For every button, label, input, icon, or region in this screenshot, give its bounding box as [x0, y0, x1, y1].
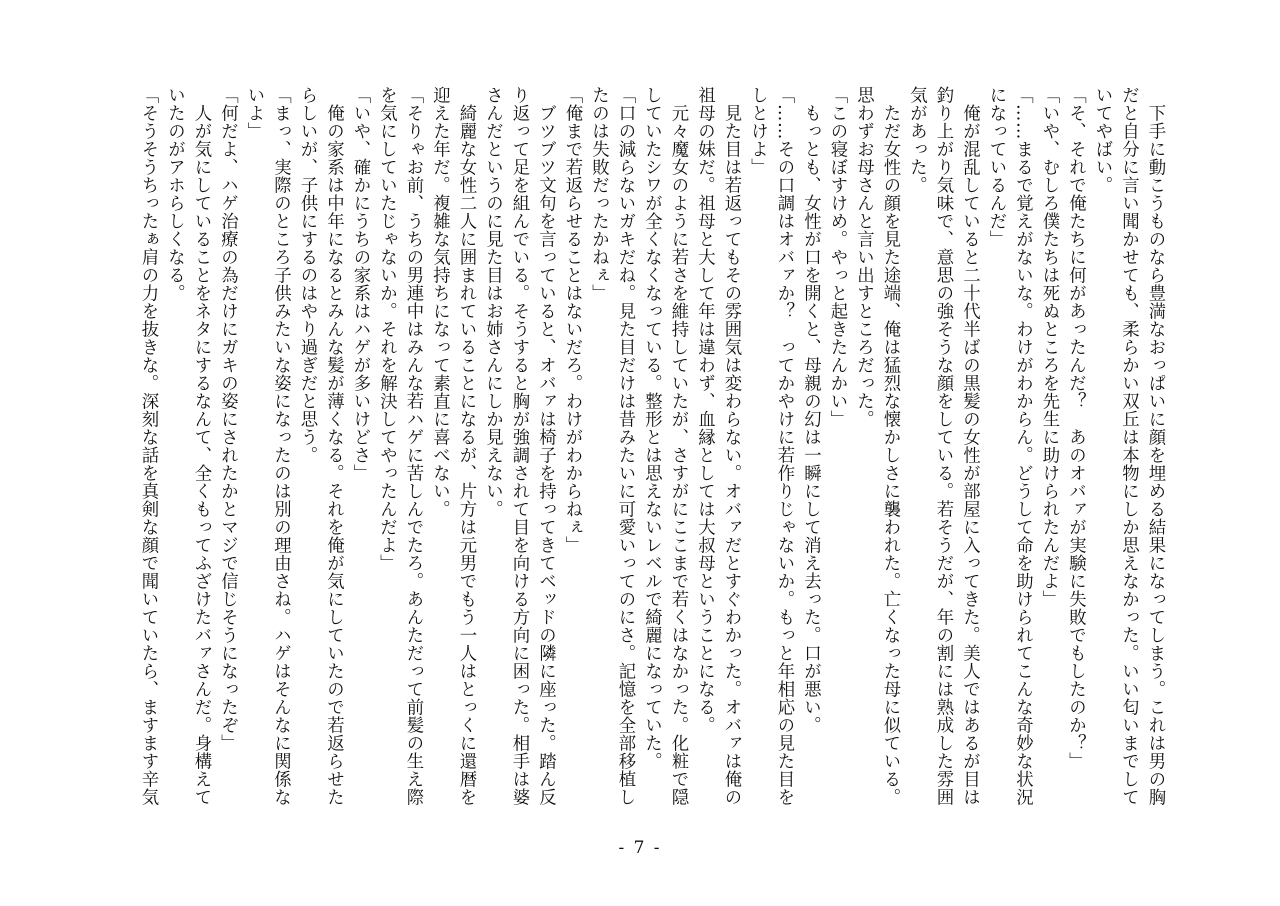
- text-column: 「まっ、実際のところ子供みたいな姿になったのは別の理由さね。ハゲはそんなに関係な: [270, 86, 291, 806]
- vertical-text-block: [110, 86, 1170, 811]
- text-column: さんだというのに見た目はお姉さんにしか見えない。: [482, 86, 503, 518]
- text-column: ただ女性の顔を見た途端、俺は猛烈な懐かしさに襲われた。亡くなった母に似ている。: [880, 86, 900, 806]
- text-column: だと自分に言い聞かせても、柔らかい双丘は本物にしか思えなかった。いい匂いまでして: [1118, 86, 1139, 806]
- text-column: 人が気にしていることをネタにするなんて、全くもってふざけたバァさんだ。身構えて: [191, 86, 211, 806]
- text-column: り返って足を組んでいる。そうすると胸が強調されて目を向ける方向に困った。相手は婆: [509, 86, 529, 806]
- text-column: していたシワが全くなくなっている。整形とは思えないレベルで綺麗になっていた。: [641, 86, 662, 770]
- text-column: いよ」: [244, 86, 264, 140]
- text-column: 「そりゃお前、うちの男連中はみんな若ハゲに苦しんでたろ。あんただって前髪の生え際: [403, 86, 423, 806]
- text-column: しとけよ」: [747, 86, 768, 176]
- text-column: になっているんだ」: [986, 86, 1006, 248]
- text-column: 下手に動こうものなら豊満なおっぱいに顔を埋める結果になってしまう。これは男の胸: [1145, 86, 1165, 806]
- text-column: らしいが、子供にするのはやり過ぎだと思う。: [297, 86, 317, 464]
- text-column: 「いや、確かにうちの家系はハゲが多いけどさ」: [350, 86, 370, 482]
- text-column: 「……まるで覚えがないな。わけがわからん。どうして命を助けられてこんな奇妙な状況: [1012, 86, 1033, 806]
- text-column: 「何だよ、ハゲ治療の為だけにガキの姿にされたかとマジで信じそうになったぞ」: [217, 86, 238, 752]
- text-column: 「俺まで若返らせることはないだろ。わけがわからねぇ」: [562, 86, 582, 554]
- text-column: を気にしていたじゃないか。それを解決してやったんだよ」: [376, 86, 397, 572]
- text-column: 見た目は若返ってもその雰囲気は変わらない。オバァだとすぐわかった。オバァは俺の: [721, 86, 741, 806]
- text-column: 気があった。: [906, 86, 927, 194]
- text-column: 迎えた年だ。複雑な気持ちになって素直に喜べない。: [429, 86, 450, 518]
- text-column: 「そ、それで俺たちに何があったんだ？ あのオバァが実験に失敗でもしたのか？」: [1065, 86, 1086, 770]
- text-column: 「……その口調はオバァか？ ってかやけに若作りじゃないか。もっと年相応の見た目を: [774, 86, 794, 806]
- text-column: 元々魔女のように若さを維持していたが、さすがにここまで若くはなかった。化粧で隠: [668, 86, 688, 806]
- text-column: 「口の減らないガキだね。見た目だけは昔みたいに可愛いってのにさ。記憶を全部移植し: [615, 86, 635, 806]
- text-column: もっとも、女性が口を開くと、母親の幻は一瞬にして消え去った。口が悪い。: [800, 86, 821, 734]
- text-column: ブツブツ文句を言っていると、オバァは椅子を持ってきてベッドの隣に座った。踏ん反: [535, 86, 556, 806]
- text-column: 「そうそうちったぁ肩の力を抜きな。深刻な話を真剣な顔で聞いていたら、ますます辛気: [138, 86, 158, 806]
- text-column: たのは失敗だったかねぇ」: [588, 86, 609, 302]
- text-column: 綺麗な女性二人に囲まれていることになるが、片方は元男でもう一人はとっくに還暦を: [456, 86, 476, 806]
- text-column: 思わずお母さんと言い出すところだった。: [853, 86, 874, 428]
- text-column: 釣り上がり気味で、意思の強そうな顔をしている。若そうだが、年の割には熟成した雰囲: [933, 86, 953, 806]
- text-column: いたのがアホらしくなる。: [164, 86, 185, 302]
- text-column: 俺の家系は中年になるとみんな髪が薄くなる。それを俺が気にしていたので若返らせた: [323, 86, 344, 806]
- text-column: 「この寝ぼすけめ。やっと起きたんかい」: [827, 86, 847, 428]
- text-column: 俺が混乱していると二十代半ばの黒髪の女性が部屋に入ってきた。美人ではあるが目は: [959, 86, 980, 806]
- page-number: - 7 -: [618, 838, 662, 858]
- text-column: 「いや、むしろ僕たちは死ぬところを先生に助けられたんだよ」: [1039, 86, 1059, 608]
- text-column: いてやばい。: [1092, 86, 1112, 194]
- text-column: 祖母の妹だ。祖母と大して年は違わず、血縁としては大叔母ということになる。: [694, 86, 715, 734]
